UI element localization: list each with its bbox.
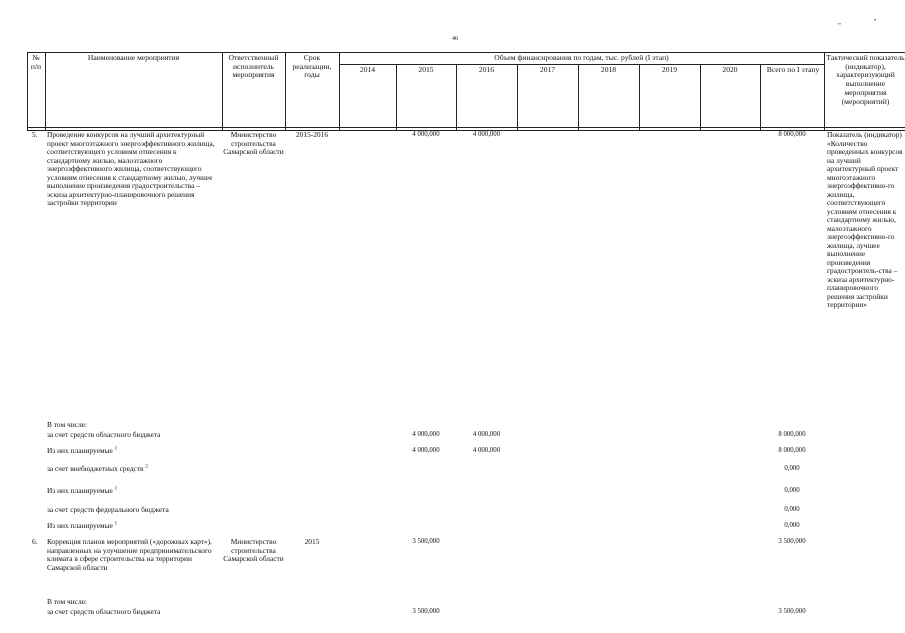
header-bottom-border xyxy=(27,127,905,128)
row6-responsible: Министерство строительства Самарской области xyxy=(223,537,284,564)
row5-sub-label: за счет средств областного бюджета xyxy=(47,430,161,439)
row6-sub-2015: 3 500,000 xyxy=(412,608,440,615)
header-total: Всего по I этапу xyxy=(766,65,820,74)
header-funding: Объем финансирования по годам, тыс. рублей (I этап) xyxy=(494,53,669,62)
col-line xyxy=(824,52,825,130)
header-term: Срок реализации, годы xyxy=(292,53,332,80)
row6-total: 3 500,000 xyxy=(778,538,806,545)
row5-sub-total: 0,000 xyxy=(784,465,800,472)
header-year-2019: 2019 xyxy=(661,65,678,74)
row5-sub-label: за счет внебюджетных средств $^2$ xyxy=(47,464,148,473)
row5-sub-2016: 4 000,000 xyxy=(472,431,501,438)
row5-responsible: Министерство строительства Самарской области xyxy=(223,130,284,157)
header-year-2014: 2014 xyxy=(359,65,376,74)
row6-term: 2015 xyxy=(304,537,320,546)
header-num: № п/п xyxy=(30,53,42,71)
row5-sub-2015: 4 000,000 xyxy=(412,431,440,438)
row6-value-2015: 3 500,000 xyxy=(412,538,440,545)
row5-sub-total: 0,000 xyxy=(784,487,800,494)
row5-num: 5. xyxy=(32,130,38,139)
row5-indicator: Показатель (индикатор) «Количество проведенных конкурсов на лучший архитектурный проект многоэтажного энергоэффективно-го жилища, соответствующего условиям отнесения к стандартному жилью, малоэтажного энергоэффективно-го жилища, лучшее выполнение произведения градостроитель-ства – эскиза архитектурно-планировочного решения застройки территории» xyxy=(827,130,903,310)
header-year-2017: 2017 xyxy=(539,65,556,74)
row5-sub-2016: 4 000,000 xyxy=(472,447,501,454)
row5-sub-total: 0,000 xyxy=(784,522,800,529)
row5-name: Проведение конкурсов на лучший архитектурный проект многоэтажного энергоэффективного жилища, соответствующего условиям отнесения к стандартному жилью, малоэтажного энергоэффективного жилища, соответствующего условиям отнесения к стандартному жилью, лучшее выполнение произведения градостроительства – эскиза архитектурно-планировочного решения застройки территории xyxy=(47,130,215,208)
row6-name: Коррекция планов мероприятий («дорожных карт»), направленных на улучшение предпринимательского климата в сфере строительства на территории Самарской области xyxy=(47,537,212,572)
header-year-2016: 2016 xyxy=(478,65,495,74)
row5-sub-total: 8 000,000 xyxy=(778,447,806,454)
row5-total: 8 000,000 xyxy=(778,131,806,138)
header-indicator: Тактический показатель (индикатор), характеризующий выполнение мероприятия (мероприятий) xyxy=(826,53,905,106)
row5-sub-label: Из них планируемые $^1$ xyxy=(47,446,118,455)
page-number: 46 xyxy=(452,36,458,42)
corner-mark: " xyxy=(838,22,841,30)
header-responsible: Ответственный исполнитель мероприятия xyxy=(228,53,279,80)
row5-incl-label: В том числе: xyxy=(47,420,87,429)
row5-sub-label: Из них планируемые $^1$ xyxy=(47,521,118,530)
row5-sub-total: 8 000,000 xyxy=(778,431,806,438)
row5-sub-2015: 4 000,000 xyxy=(412,447,440,454)
row5-value-2015: 4 000,000 xyxy=(412,131,440,138)
row6-incl-label: В том числе: xyxy=(47,597,87,606)
row5-sub-label: Из них планируемые $^1$ xyxy=(47,486,118,495)
row6-num: 6. xyxy=(32,537,38,546)
row6-sub-total: 3 500,000 xyxy=(778,608,806,615)
header-year-2020: 2020 xyxy=(722,65,738,74)
years-divider xyxy=(339,64,824,65)
col-line xyxy=(339,52,340,130)
header-year-2018: 2018 xyxy=(600,65,617,74)
col-line xyxy=(45,52,46,130)
header-year-2015: 2015 xyxy=(418,65,434,74)
row5-value-2016: 4 000,000 xyxy=(472,131,501,138)
row5-term: 2015-2016 xyxy=(295,130,329,139)
row5-sub-total: 0,000 xyxy=(784,506,800,513)
row5-sub-label: за счет средств федерального бюджета xyxy=(47,505,169,514)
header-name: Наименование мероприятия xyxy=(87,53,180,62)
row6-sub-label: за счет средств областного бюджета xyxy=(47,607,161,616)
corner-mark: • xyxy=(874,18,877,24)
